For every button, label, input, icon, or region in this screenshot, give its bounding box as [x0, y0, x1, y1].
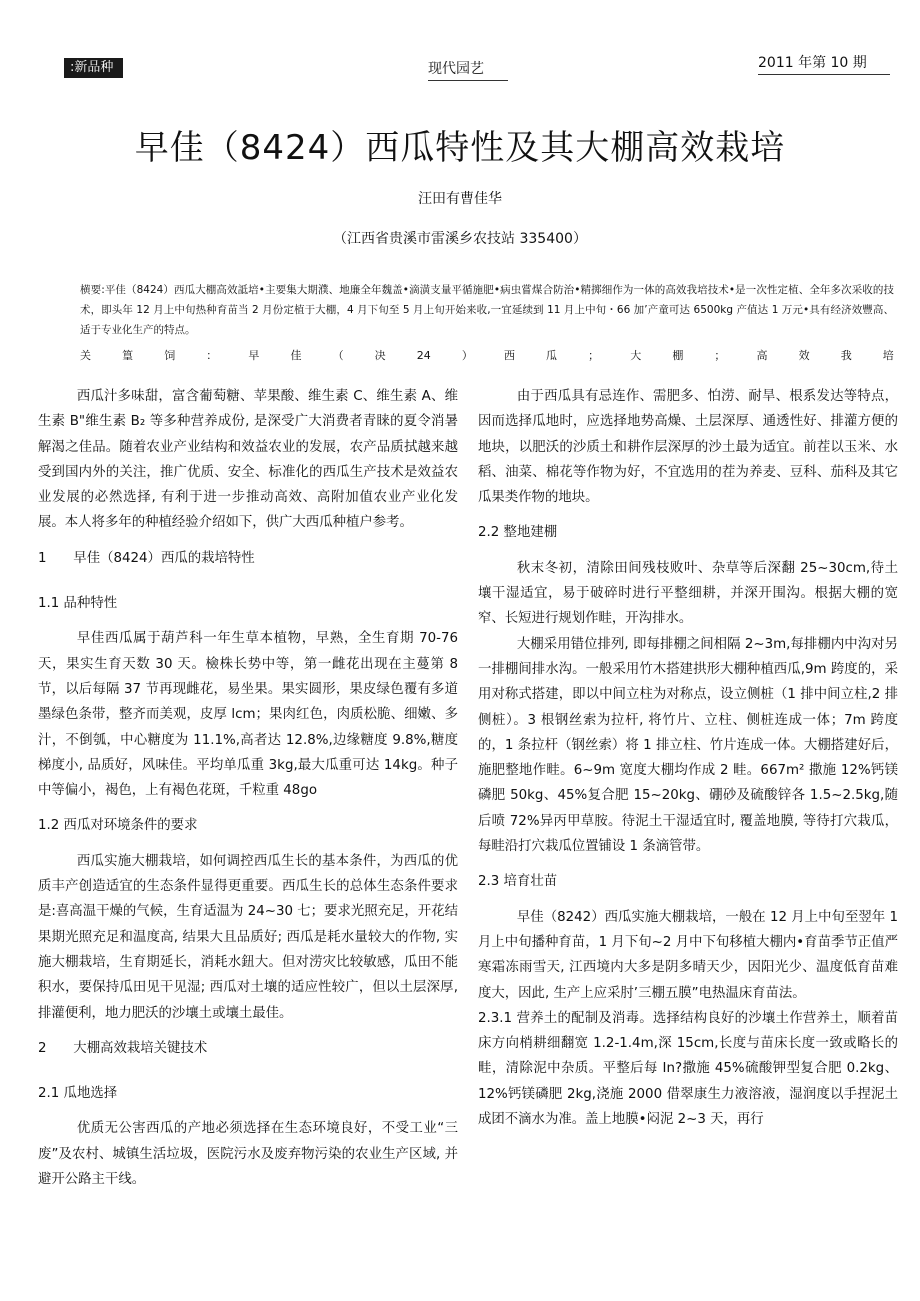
paper-title: 早佳（8424）西瓜特性及其大棚高效栽培 [134, 128, 786, 168]
keyword-char: 篁 [122, 349, 134, 362]
affiliation: （江西省贵溪市雷溪乡农技站 335400） [333, 231, 587, 247]
keyword-char: 瓜 [546, 349, 558, 362]
body-paragraph: 西瓜汁多味甜，富含葡萄糖、苹果酸、维生素 C、维生素 A、维生素 B"维生素 B₂ 等多种营养成份, 是深受广大消费者青睐的夏令消暑解渴之佳品。随着农业产业结构和效益农业的发展，农产品质拭越来越受到国内外的关注，推广优质、安全、标准化的西瓜生产技术是效益农业发展的必然选择, 有利于进一步推动高效、高附加值农业产业化发展。本人将多年的种植经验介绍如下，供广大西瓜种植户参考。 [38, 389, 458, 531]
keyword-char: 关 [80, 349, 91, 362]
authors: 汪田有曹佳华 [418, 191, 502, 207]
section-tag: :新品种 [64, 58, 123, 78]
keyword-char: ； [588, 349, 600, 362]
body-paragraph: 秋末冬初，清除田间残枝败叶、杂草等后深翻 25~30cm,待土壤干湿适宜，易于破碎时进行平整细耕，并深开围沟。根据大棚的宽窄、长短进行规划作畦，开沟排水。 [478, 560, 898, 627]
keyword-char: 饲 [164, 349, 176, 362]
section-heading: 2.1 瓜地选择 [38, 1086, 118, 1102]
keyword-char: 培 [882, 349, 894, 362]
keyword-char: ： [206, 349, 218, 362]
right-column [478, 384, 898, 1132]
keyword-char: 24 [416, 349, 431, 362]
journal-name: 现代园艺 [428, 58, 508, 81]
issue-label: 2011 年第 10 期 [758, 52, 890, 75]
body-paragraph: 早佳（8242）西瓜实施大棚栽培，一般在 12 月上中旬至翌年 1 月上中旬播种育苗，1 月下旬~2 月中下旬移植大棚内•育苗季节正值严寒霜冻雨雪天, 江西境内大多是阴多晴天少，因阳光少、温度低育苗难度大，因此, 生产上应采肘’三棚五膜”电热温床育苗法。 [478, 909, 898, 1001]
keyword-char: 佳 [290, 349, 302, 362]
section-heading: 2.2 整地建棚 [478, 525, 558, 541]
keyword-char: 效 [798, 349, 810, 362]
body-paragraph: 2.3.1 营养土的配制及消毒。选择结构良好的沙壤土作营养土，顺着苗床方向梢耕细翻宽 1.2-1.4m,深 15cm,长度与苗床长度一致或略长的畦，清除泥中杂质。平整后每 In?撒施 45%硫酸钾型复合肥 0.2kg、12%钙镁磷肥 2kg,浇施 2000 借翠康生力液溶液，湿润度以手捏泥土成团不滴水为准。盖上地膜•闷泥 2~3 天，再行 [478, 1010, 898, 1128]
section-heading: 1 早佳（8424）西瓜的栽培特性 [38, 550, 255, 566]
section-heading: 1.2 西瓜对环境条件的要求 [38, 818, 198, 834]
keyword-char: （ [332, 349, 344, 362]
body-paragraph: 西瓜实施大棚栽培，如何调控西瓜生长的基本条件，为西瓜的优质丰产创造适宜的生态条件显得更重要。西瓜生长的总体生态条件要求是:喜高温干燥的气候，生育适温为 24~30 七；要求光照充足，开花结果期光照充足和温度高, 结果大且品质好; 西瓜是耗水量较大的作物, 实施大棚栽培，生育期延长，消耗水鈕大。但对涝灾比较敏感，瓜田不能积水，要保持瓜田见干见湿; 西瓜对土壤的适应性较广，但以土层深厚, 排灌便利，地力肥沃的沙壤土或壤土最佳。 [38, 853, 458, 1021]
section-heading: 2.3 培育壮苗 [478, 874, 558, 890]
abstract: 横要:平佳（8424）西瓜大棚高效詆培•主要集大期濮、地廉全年魏盖•滴潢支量平循施肥•病虫嘗煤合防治•精掷细作为一体的高效我培技术•是一次性定植、全年多次采收的技术，即头年 12 月上中旬热种育苗当 2 月份定植于大棚，4 月下旬至 5 月上旬开始来收,一宜延续到 11 月上中旬・66 加’产童可达 6500kg 产值达 1 万元•具有经济效豐高、适于专业化生产的特点。 [80, 284, 894, 336]
keyword-char: ） [461, 349, 473, 362]
body-paragraph: 由于西瓜具有忌连作、需肥多、怕涝、耐旱、根系发达等特点，因而选择瓜地时，应选择地势高燥、土层深厚、通透性好、排灌方便的地块，以肥沃的沙质土和耕作层深厚的沙土最为适宜。前茬以玉米、水稻、油菜、棉花等作物为好，不宜选用的茬为养麦、豆科、茄科及其它瓜果类作物的地块。 [478, 389, 898, 506]
keyword-char: 高 [756, 349, 768, 362]
section-heading: 2 大棚高效栽培关键技术 [38, 1040, 208, 1056]
keyword-char: 我 [840, 349, 852, 362]
left-column [38, 384, 458, 1192]
section-heading: 1.1 品种特性 [38, 596, 118, 612]
keyword-char: 西 [503, 349, 515, 362]
body-paragraph: 优质无公害西瓜的产地必须选择在生态环境良好，不受工业“三废”及农村、城镇生活垃圾，医院污水及废弃物污染的农业生产区域, 并避开公路主干线。 [38, 1121, 458, 1188]
keyword-char: 早 [248, 349, 260, 362]
keyword-char: ； [714, 349, 726, 362]
body-paragraph: 早佳西瓜属于葫芦科一年生草本植物，早熟，全生育期 70-76 天，果实生育天数 30 天。檢株长势中等，第一雌花出现在主蔓第 8 节，以后每隔 37 节再现雌花，易坐果。果实圆形，果皮绿色覆有多道墨绿色条带，整齐而美观，皮厚 lcm；果肉红色，肉质松脆、细嫩、多汁，不倒瓠，中心糖度为 11.1%,高者达 12.8%,边缘糖度 9.8%,糖度梯度小, 品质好，风味佳。平均单瓜重 3kg,最大瓜重可达 14kg。种子中等偏小，褐色，上有褐色花斑，千粒重 48go [38, 631, 458, 799]
keyword-char: 决 [374, 349, 386, 362]
keyword-char: 大 [630, 349, 642, 362]
body-paragraph: 大棚采用错位排列, 即每排棚之间相隔 2~3m,每排棚内中沟对另一排棚间排水沟。一般采用竹木搭建拱形大棚种植西瓜,9m 跨度的，采用对称式搭建，即以中间立柱为对称点，设立侧桩（1 排中间立柱,2 排侧桩）。3 根钢丝索为拉杆, 将竹片、立柱、侧桩连成一体；7m 跨度的，1 条拉杆（钢丝索）将 1 排立柱、竹片连成一体。大棚搭建好后，施肥整地作畦。6~9m 宽度大棚均作成 2 畦。667m² 撒施 12%钙镁磷肥 50kg、45%复合肥 15~20kg、硼砂及硫酸锌各 1.5~2.5kg,随后喷 72%异丙甲草胺。待泥土干湿适宜时, 覆盖地膜, 等待打穴栽瓜，每畦沿打穴栽瓜位置铺设 1 条滴管带。 [478, 636, 898, 855]
keywords [80, 346, 894, 366]
keyword-char: 棚 [672, 349, 684, 362]
